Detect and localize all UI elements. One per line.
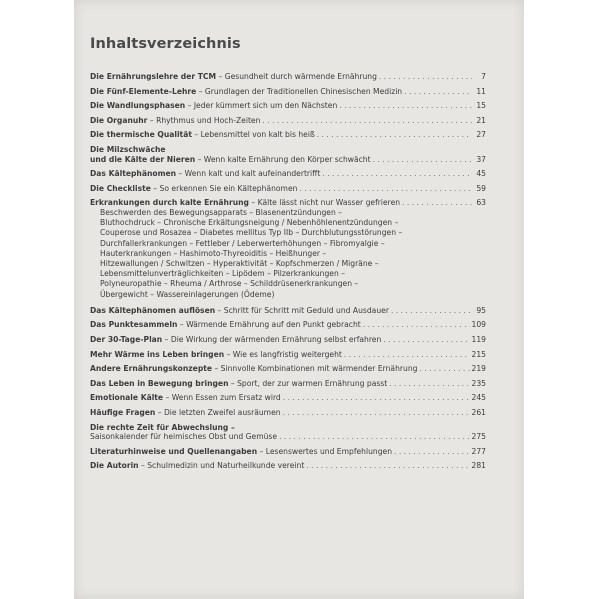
page-number: 95 [476, 305, 486, 315]
page-number: 245 [471, 393, 486, 403]
toc-entry[interactable]: Die rechte Zeit für Abwechslung – Saisonkalender für heimisches Obst und Gemüse . . . 275 [90, 423, 486, 442]
disease-line: Bluthochdruck – Chronische Erkältungsneigung / Nebenhöhlenentzündungen – [100, 218, 399, 228]
page-number: 281 [471, 461, 486, 471]
toc-entry[interactable]: Emotionale Kälte – Wenn Essen zum Ersatz wird . . . 245 [90, 393, 486, 403]
toc-entry[interactable]: Häufige Fragen – Die letzten Zweifel ausräumen . . . 261 [90, 408, 486, 418]
page-number: 15 [476, 101, 486, 111]
page-number: 63 [476, 198, 486, 208]
toc-entry[interactable]: Mehr Wärme ins Leben bringen – Wie es langfristig weitergeht . . . 215 [90, 350, 486, 360]
disease-line: Durchfallerkrankungen – Fettleber / Leberwerterhöhungen – Fibromyalgie – [100, 238, 385, 248]
toc-entry[interactable]: Die Ernährungslehre der TCM – Gesundheit durch wärmende Ernährung . . . 7 [90, 72, 486, 82]
toc-entry[interactable]: Das Kältephänomen auflösen – Schritt für Schritt mit Geduld und Ausdauer . . . 95 [90, 306, 486, 316]
toc-entry[interactable]: Die thermische Qualität – Lebensmittel von kalt bis heiß . . . 27 [90, 130, 486, 140]
disease-line: Beschwerden des Bewegungsapparats – Blasenentzündungen – [100, 207, 342, 217]
page-number: 119 [471, 334, 486, 344]
disease-line: Übergewicht – Wassereinlagerungen (Ödeme) [100, 289, 275, 299]
page-number: 37 [476, 154, 486, 164]
book-page [74, 0, 524, 599]
toc-entry[interactable]: Der 30-Tage-Plan – Die Wirkung der wärmenden Ernährung selbst erfahren . . . 119 [90, 335, 486, 345]
toc-entry[interactable]: Das Kältephänomen – Wenn kalt und kalt aufeinandertrifft . . . 45 [90, 169, 486, 179]
toc-entry[interactable]: Das Punktesammeln – Wärmende Ernährung auf den Punkt gebracht . . . 109 [90, 320, 486, 330]
page-number: 21 [476, 115, 486, 125]
toc-entry[interactable]: Die Checkliste – So erkennen Sie ein Kältephänomen . . . 59 [90, 184, 486, 194]
toc-entry[interactable]: Die Fünf-Elemente-Lehre – Grundlagen der Traditionellen Chinesischen Medizin . . . 11 [90, 87, 486, 97]
toc-entry[interactable]: Die Autorin – Schulmedizin und Naturheilkunde vereint . . . 281 [90, 461, 486, 471]
toc-entry[interactable]: Die Organuhr – Rhythmus und Hoch-Zeiten . . . 21 [90, 116, 486, 126]
page-number: 261 [471, 407, 486, 417]
toc-entry[interactable]: Literaturhinweise und Quellenangaben – Lesenswertes und Empfehlungen . . . 277 [90, 447, 486, 457]
disease-line: Polyneuropathie – Rheuma / Arthrose – Schilddrüsenerkrankungen – [100, 279, 359, 289]
disease-line: Hauterkrankungen – Hashimoto-Thyreoiditis – Heißhunger – [100, 248, 327, 258]
toc-entry[interactable]: Das Leben in Bewegung bringen – Sport, der zur warmen Ernährung passt . . . 235 [90, 379, 486, 389]
disease-line: Lebensmittelunverträglichkeiten – Lipödem – Pilzerkrankungen – [100, 269, 345, 279]
page-number: 11 [476, 86, 486, 96]
page-number: 7 [481, 72, 486, 81]
page-number: 27 [476, 130, 486, 140]
disease-line: Hitzewallungen / Schwitzen – Hyperaktivität – Kopfschmerzen / Migräne – [100, 258, 379, 268]
page-number: 59 [476, 183, 486, 193]
toc-title: Inhaltsverzeichnis [90, 36, 241, 52]
toc-entry[interactable]: Erkrankungen durch kalte Ernährung – Kälte lässt nicht nur Wasser gefrieren . . . 63 Beschwerden des Bewegungsapparats – Blasenentzündungen – Bluthochdruck – Chronische Erkältungsneigung / Nebenhöhlenentzündungen – Couperose und Rosazea – Diabetes mellitus Typ IIb – Durchblutungsstörungen – Durchfallerkrankungen – Fettleber / Leberwerterhöhungen – Fibromyalgie – Hauterkrankungen – Hashimoto-Thyreoiditis – Heißhunger – Hitzewallungen / Schwitzen – Hyperaktivität – Kopfschmerzen / Migräne – Lebensmittelunverträglichkeiten – Lipödem – Pilzerkrankungen – Polyneuropathie – Rheuma / Arthrose – Schilddrüsenerkrankungen – Übergewicht – Wassereinlagerungen (Ödeme) [90, 198, 486, 299]
page-number: 219 [471, 364, 486, 374]
disease-list [90, 208, 486, 300]
disease-line: Couperose und Rosazea – Diabetes mellitus Typ IIb – Durchblutungsstörungen – [100, 228, 403, 238]
page-number: 215 [471, 349, 486, 359]
page-number: 235 [471, 378, 486, 388]
page-number: 109 [471, 320, 486, 330]
page-number: 277 [471, 446, 486, 456]
page-number: 45 [476, 169, 486, 179]
toc-entry[interactable]: Die Wandlungsphasen – Jeder kümmert sich um den Nächsten . . . 15 [90, 101, 486, 111]
toc-entry[interactable]: Die Milzschwäche und die Kälte der Nieren – Wenn kalte Ernährung den Körper schwächt . . . 37 [90, 145, 486, 164]
page-number: 275 [471, 432, 486, 442]
toc-entry[interactable]: Andere Ernährungskonzepte – Sinnvolle Kombinationen mit wärmender Ernährung . . . 219 [90, 364, 486, 374]
toc-list [90, 72, 486, 476]
